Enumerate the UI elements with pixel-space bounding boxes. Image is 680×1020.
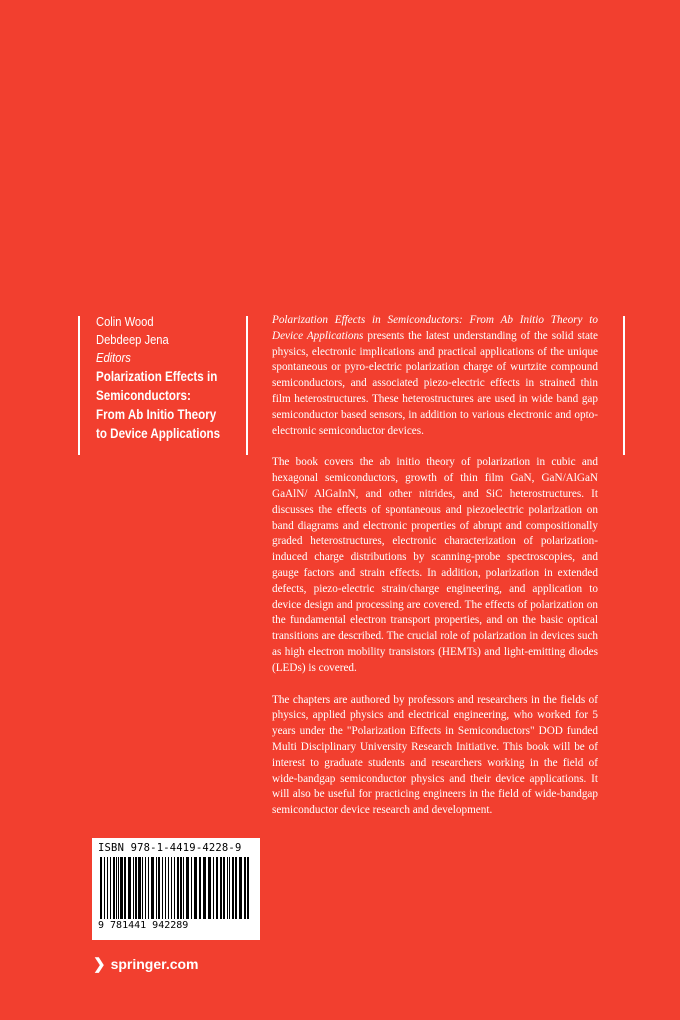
barcode-bar xyxy=(227,857,228,919)
barcode-bar xyxy=(171,857,172,919)
barcode-bar xyxy=(247,857,249,919)
barcode-icon xyxy=(98,857,254,919)
barcode-bar xyxy=(235,857,237,919)
barcode-bar xyxy=(118,857,119,919)
book-title xyxy=(96,367,242,443)
book-description xyxy=(272,313,598,835)
book-title-line: to Device Applications xyxy=(96,426,221,441)
barcode-bar xyxy=(199,857,201,919)
barcode-bar xyxy=(186,857,189,919)
description-paragraph-3: The chapters are authored by professors and researchers in the fields of physics, applied physics and electrical engineering, who worked for 5 years under the "Polarization Effects in Semiconductors" DOD funded Multi Disciplinary University Research Initiative. This book will be of interest to graduate students and researchers working in the field of wide-bandgap semiconductor physics and their device applications. It will also be useful for practicing engineers in the field of wide-bandgap semiconductor device research and development. xyxy=(272,693,598,817)
barcode-bar xyxy=(120,857,123,919)
barcode-bar xyxy=(239,857,242,919)
barcode-bar xyxy=(177,857,179,919)
barcode-bar xyxy=(156,857,157,919)
barcode-bar xyxy=(244,857,246,919)
barcode-bar xyxy=(113,857,115,919)
paragraph-text: presents the latest understanding of the solid state physics, electronic implications and practical applications of the unique spontaneous or pyro-electric polarization charge of wurtzite compound semiconductors, and associated piezo-electric effects in strained thin film heterostructures. These heterostructures are used in wide band gap semiconductor based sensors, in addition to various electronic and opto-electronic semiconductor devices. xyxy=(272,329,598,437)
barcode-bar xyxy=(232,857,234,919)
barcode-bar xyxy=(145,857,146,919)
description-paragraph-1 xyxy=(272,313,598,439)
barcode-bar xyxy=(216,857,218,919)
barcode-bar xyxy=(148,857,149,919)
editors-label: Editors xyxy=(96,350,131,365)
editors-block xyxy=(96,313,225,443)
barcode-bar xyxy=(124,857,126,919)
author-name: Debdeep Jena xyxy=(96,332,169,347)
barcode-bar xyxy=(128,857,131,919)
book-title-line: Polarization Effects in xyxy=(96,369,218,384)
barcode-bar xyxy=(116,857,117,919)
publisher-link[interactable] xyxy=(93,955,199,973)
barcode-bar xyxy=(162,857,163,919)
barcode-bar xyxy=(142,857,143,919)
book-title-line: From Ab Initio Theory xyxy=(96,407,217,422)
barcode-bar xyxy=(135,857,137,919)
left-divider-line xyxy=(78,316,80,455)
barcode-bar xyxy=(165,857,166,919)
barcode-bar xyxy=(133,857,134,919)
middle-divider-line xyxy=(246,316,248,455)
barcode-bar xyxy=(203,857,206,919)
barcode-bar xyxy=(100,857,102,919)
barcode-bar xyxy=(107,857,108,919)
barcode-bar xyxy=(151,857,154,919)
barcode-bar xyxy=(104,857,105,919)
author-name: Colin Wood xyxy=(96,314,154,329)
barcode-bar xyxy=(194,857,197,919)
barcode-digits: 9 781441 942289 xyxy=(98,920,189,931)
barcode-bar xyxy=(183,857,184,919)
book-title-line: Semiconductors: xyxy=(96,388,191,403)
barcode-bar xyxy=(213,857,214,919)
isbn-label: ISBN 978-1-4419-4228-9 xyxy=(98,842,242,854)
barcode-bar xyxy=(220,857,222,919)
barcode-bar xyxy=(158,857,160,919)
barcode-bar xyxy=(168,857,169,919)
barcode-bar xyxy=(138,857,141,919)
publisher-url: springer.com xyxy=(110,956,199,972)
barcode-bar xyxy=(180,857,182,919)
barcode-bar xyxy=(110,857,111,919)
barcode-bar xyxy=(223,857,225,919)
barcode-bar xyxy=(174,857,175,919)
italic-title: Polarization Effects in Semiconductors: From Ab Initio Theory to Device Applications xyxy=(272,314,598,342)
chevron-right-icon: ❯ xyxy=(93,956,106,973)
barcode-bar xyxy=(229,857,230,919)
barcode-bar xyxy=(191,857,192,919)
description-paragraph-2: The book covers the ab initio theory of polarization in cubic and hexagonal semiconductors, growth of thin film GaN, GaN/AlGaN GaAlN/ AlGaInN, and other nitrides, and SiC heterostructures. It discusses the effects of spontaneous and piezoelectric polarization on band diagrams and electronic properties of abrupt and compositionally graded heterostructures, electronic characterization of polarization-induced charge distributions by scanning-probe spectroscopies, and gauge factors and strain effects. In addition, polarization in extended defects, piezo-electric strain/charge engineering, and application to device design and processing are covered. The effects of polarization on the fundamental electron transport properties, and on the basic optical transitions are described. The crucial role of polarization in devices such as high electron mobility transistors (HEMTs) and light-emitting diodes (LEDs) is covered. xyxy=(272,456,598,674)
isbn-barcode xyxy=(92,838,260,940)
right-divider-line xyxy=(623,316,625,455)
barcode-bar xyxy=(208,857,211,919)
